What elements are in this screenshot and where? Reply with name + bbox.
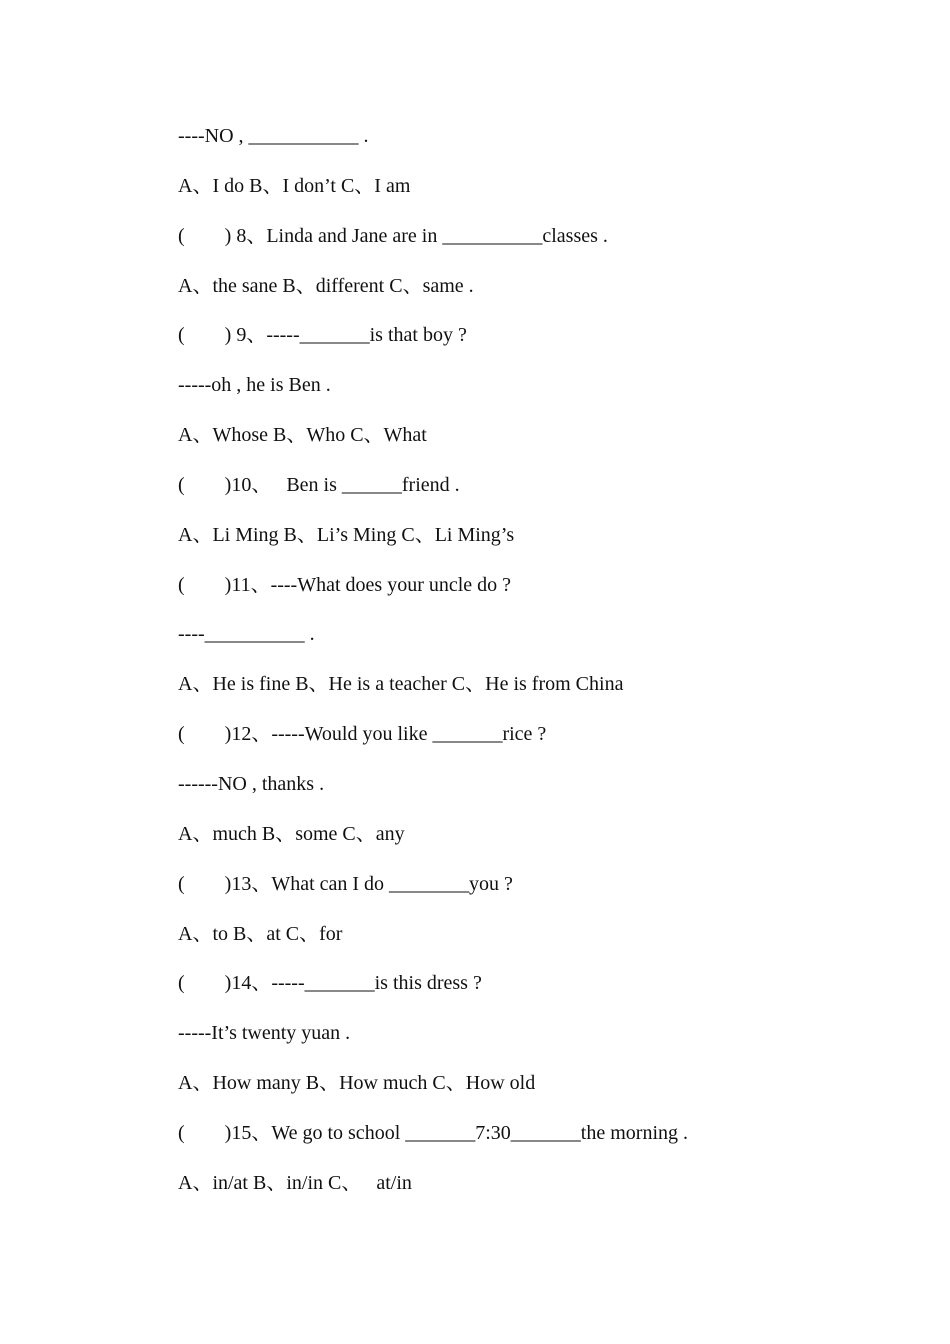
line-question-13: ( )13、What can I do ________you ? — [178, 872, 513, 895]
line-answer-q9: -----oh , he is Ben . — [178, 374, 331, 397]
line-question-15: ( )15、We go to school _______7:30_______the morning . — [178, 1121, 689, 1144]
line-options-q8: A、the sane B、different C、same . — [178, 274, 474, 297]
line-question-14: ( )14、-----_______is this dress ? — [178, 972, 482, 995]
line-question-11: ( )11、----What does your uncle do ? — [178, 573, 512, 596]
line-answer-q12: ------NO , thanks . — [178, 772, 325, 795]
line-options-q12: A、much B、some C、any — [178, 822, 405, 845]
line-options-q7: A、I do B、I don’t C、I am — [178, 174, 411, 197]
line-question-8: ( ) 8、Linda and Jane are in __________classes . — [178, 224, 608, 247]
line-options-q10: A、Li Ming B、Li’s Ming C、Li Ming’s — [178, 523, 515, 546]
line-answer-prompt: ----NO , ___________ . — [178, 125, 369, 147]
line-question-10: ( )10、 Ben is ______friend . — [178, 473, 460, 496]
line-options-q9: A、Whose B、Who C、What — [178, 424, 427, 447]
line-answer-q11: ----__________ . — [178, 623, 315, 646]
line-question-12: ( )12、-----Would you like _______rice ? — [178, 723, 547, 746]
line-question-9: ( ) 9、-----_______is that boy ? — [178, 324, 467, 347]
line-options-q13: A、to B、at C、for — [178, 922, 343, 945]
line-options-q11: A、He is fine B、He is a teacher C、He is from China — [178, 673, 624, 696]
line-options-q15: A、in/at B、in/in C、 at/in — [178, 1171, 412, 1194]
exercise-lines — [178, 122, 898, 1219]
line-answer-q14: -----It’s twenty yuan . — [178, 1022, 351, 1045]
line-options-q14: A、How many B、How much C、How old — [178, 1072, 536, 1095]
